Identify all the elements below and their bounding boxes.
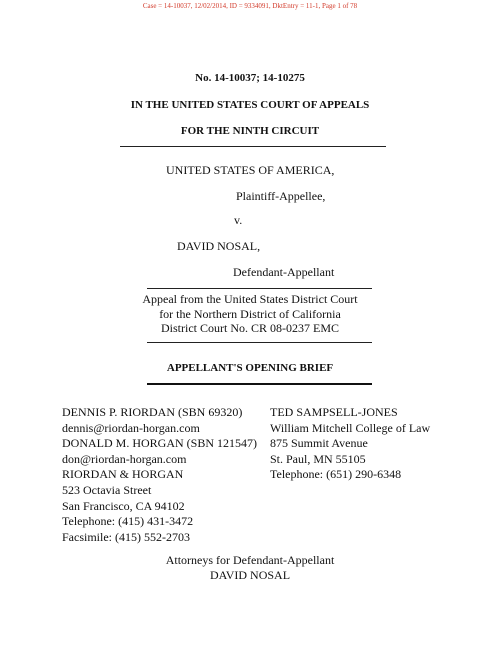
counsel-left-line: don@riordan-horgan.com xyxy=(62,451,187,466)
appeal-top-rule xyxy=(147,288,372,289)
plaintiff-role: Plaintiff-Appellee, xyxy=(236,189,326,203)
counsel-left-line: San Francisco, CA 94102 xyxy=(62,498,185,513)
counsel-right-line: St. Paul, MN 55105 xyxy=(270,451,366,466)
defendant-role: Defendant-Appellant xyxy=(233,265,335,279)
ecf-header-stamp: Case = 14-10037, 12/02/2014, ID = 9334091, DktEntry = 11-1, Page 1 of 78 xyxy=(142,2,358,10)
counsel-right-block xyxy=(270,405,430,483)
counsel-left-line: 523 Octavia Street xyxy=(62,482,152,497)
appeal-info xyxy=(0,292,500,336)
attorneys-for-label: Attorneys for Defendant-Appellant xyxy=(165,553,335,567)
brief-title: APPELLANT'S OPENING BRIEF xyxy=(166,362,334,374)
plaintiff-name: UNITED STATES OF AMERICA, xyxy=(166,163,335,177)
counsel-left-line: RIORDAN & HORGAN xyxy=(62,467,184,482)
counsel-left-line: dennis@riordan-horgan.com xyxy=(62,420,200,435)
attorneys-client-name: DAVID NOSAL xyxy=(209,567,291,582)
counsel-right-line: TED SAMPSELL-JONES xyxy=(270,405,398,419)
appeal-line: District Court No. CR 08-0237 EMC xyxy=(160,321,339,335)
appeal-line: Appeal from the United States District Court xyxy=(142,292,358,306)
counsel-left-line: Telephone: (415) 431-3472 xyxy=(62,514,194,529)
appeal-line: for the Northern District of California xyxy=(159,306,341,321)
counsel-left-line: Facsimile: (415) 552-2703 xyxy=(62,529,190,544)
counsel-left-line: DONALD M. HORGAN (SBN 121547) xyxy=(62,436,257,451)
court-name: IN THE UNITED STATES COURT OF APPEALS xyxy=(130,99,370,111)
case-numbers: No. 14-10037; 14-10275 xyxy=(195,72,305,84)
counsel-right-line: William Mitchell College of Law xyxy=(270,420,431,435)
brief-title-rule xyxy=(147,383,372,385)
circuit-name: FOR THE NINTH CIRCUIT xyxy=(180,125,320,137)
versus: v. xyxy=(234,213,243,227)
counsel-left-block xyxy=(62,405,257,545)
counsel-right-line: Telephone: (651) 290-6348 xyxy=(270,467,402,482)
counsel-right-line: 875 Summit Avenue xyxy=(270,436,368,451)
attorneys-for-block xyxy=(0,553,500,582)
defendant-name: DAVID NOSAL, xyxy=(177,239,261,253)
counsel-left-line: DENNIS P. RIORDAN (SBN 69320) xyxy=(62,405,243,419)
appeal-bottom-rule xyxy=(147,342,372,343)
caption-top-rule xyxy=(120,146,386,147)
